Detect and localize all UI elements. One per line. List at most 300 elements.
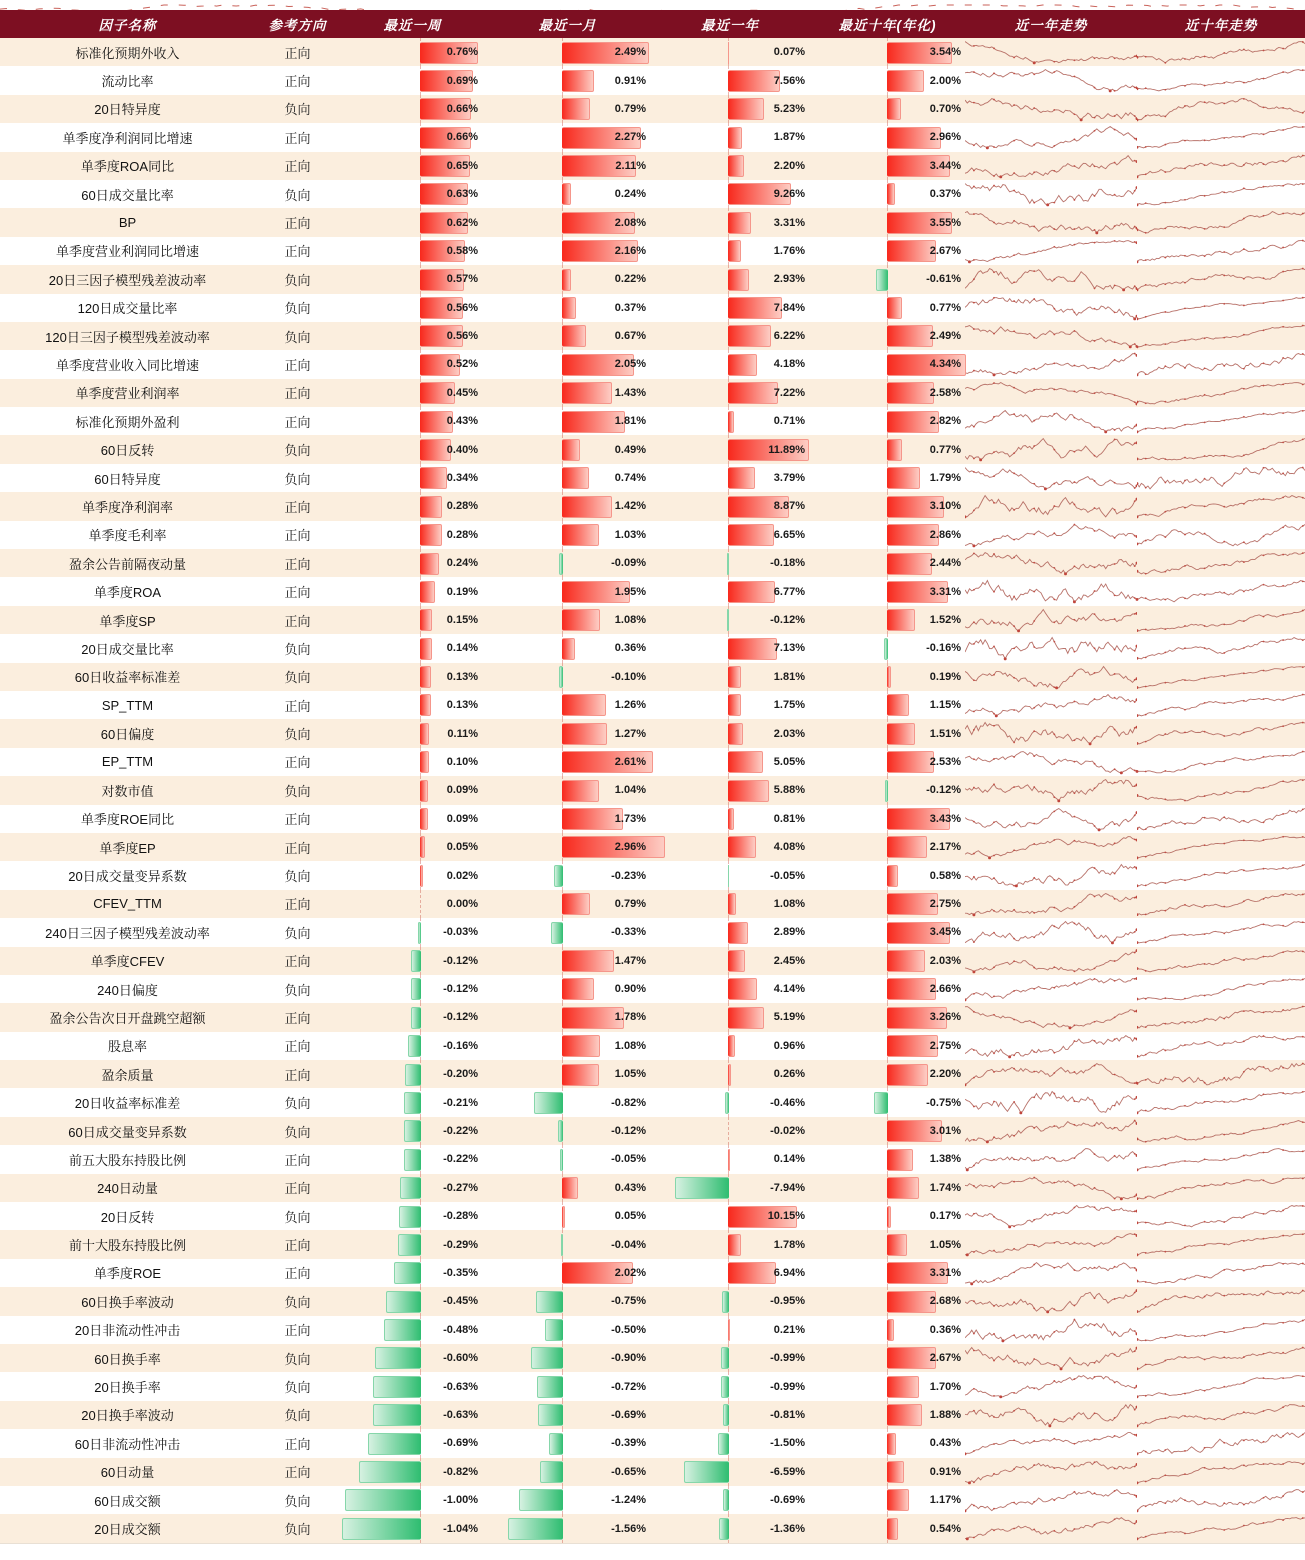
return-bar — [728, 723, 743, 745]
table-row — [0, 577, 1305, 605]
factor-name: 60日成交量比率 — [81, 187, 174, 203]
return-bar — [876, 269, 888, 291]
factor-direction: 正向 — [284, 1152, 311, 1168]
return-bar — [562, 1064, 599, 1086]
factor-name: 单季度营业收入同比增速 — [55, 357, 199, 373]
return-bar — [728, 836, 756, 858]
last-month-return-cell — [485, 1032, 650, 1060]
one-year-trend-sparkline — [965, 1458, 1137, 1486]
factor-direction: 负向 — [284, 187, 311, 203]
last-week-return-cell — [340, 322, 485, 350]
last-month-return-cell — [485, 833, 650, 861]
return-bar — [718, 1433, 729, 1455]
last-month-return-value: 0.49% — [614, 443, 646, 456]
last-month-return-cell — [485, 208, 650, 236]
return-bar — [400, 1177, 421, 1199]
table-row — [0, 634, 1305, 662]
ten-year-trend-sparkline — [1137, 748, 1305, 776]
one-year-trend-sparkline — [965, 208, 1137, 236]
last-week-return-cell — [340, 1060, 485, 1088]
last-year-return-cell — [650, 1174, 810, 1202]
ten-year-trend-sparkline — [1137, 947, 1305, 975]
last-year-return-cell — [650, 38, 810, 66]
return-bar — [887, 1347, 936, 1369]
last-week-return-value: 0.66% — [446, 102, 478, 115]
last-week-return-cell — [340, 719, 485, 747]
last-decade-return-cell — [810, 634, 965, 662]
return-bar — [728, 950, 745, 972]
ten-year-trend-sparkline — [1137, 464, 1305, 492]
return-bar — [562, 978, 594, 1000]
last-year-return-value: -0.99% — [770, 1352, 805, 1365]
factor-direction: 负向 — [284, 102, 311, 118]
last-week-return-cell — [340, 464, 485, 492]
last-month-return-cell — [485, 521, 650, 549]
last-week-return-cell — [340, 748, 485, 776]
last-month-return-cell — [485, 1003, 650, 1031]
factor-direction: 负向 — [284, 783, 311, 799]
last-decade-return-cell — [810, 1032, 965, 1060]
ten-year-trend-sparkline — [1137, 833, 1305, 861]
factor-name: 20日收益率标准差 — [74, 1096, 181, 1112]
last-decade-return-cell — [810, 1344, 965, 1372]
last-decade-return-value: 2.82% — [929, 415, 961, 428]
factor-name: 20日三因子模型残差波动率 — [48, 272, 207, 288]
ten-year-trend-sparkline — [1137, 1117, 1305, 1145]
table-row — [0, 435, 1305, 463]
last-decade-return-value: 1.74% — [929, 1181, 961, 1194]
return-bar — [887, 467, 920, 489]
return-bar — [562, 893, 590, 915]
last-year-return-value: 7.22% — [773, 386, 805, 399]
last-decade-return-cell — [810, 1316, 965, 1344]
last-month-return-cell — [485, 691, 650, 719]
factor-direction: 负向 — [284, 471, 311, 487]
last-week-return-value: 0.58% — [446, 244, 478, 257]
last-year-return-cell — [650, 918, 810, 946]
table-row — [0, 975, 1305, 1003]
last-week-return-cell — [340, 1202, 485, 1230]
ten-year-trend-sparkline — [1137, 1486, 1305, 1514]
table-row — [0, 407, 1305, 435]
return-bar — [884, 638, 888, 660]
ten-year-trend-sparkline — [1137, 1259, 1305, 1287]
return-bar — [728, 638, 777, 660]
factor-name: 60日换手率 — [94, 1351, 161, 1367]
table-row — [0, 1287, 1305, 1315]
last-month-return-cell — [485, 237, 650, 265]
last-month-return-value: -0.04% — [611, 1238, 646, 1251]
factor-direction: 负向 — [284, 1294, 311, 1310]
last-year-return-value: 10.15% — [767, 1210, 805, 1223]
last-decade-return-cell — [810, 606, 965, 634]
last-week-return-cell — [340, 776, 485, 804]
last-week-return-cell — [340, 975, 485, 1003]
last-year-return-cell — [650, 265, 810, 293]
last-year-return-value: 2.03% — [773, 727, 805, 740]
last-decade-return-cell — [810, 805, 965, 833]
last-year-return-cell — [650, 322, 810, 350]
last-week-return-value: 0.56% — [446, 301, 478, 314]
return-bar — [420, 524, 442, 546]
one-year-trend-sparkline — [965, 521, 1137, 549]
factor-direction: 正向 — [284, 1465, 311, 1481]
return-bar — [560, 1149, 563, 1171]
return-bar — [887, 240, 936, 262]
last-month-return-cell — [485, 1202, 650, 1230]
last-decade-return-cell — [810, 1486, 965, 1514]
last-month-return-value: 1.73% — [614, 812, 646, 825]
last-decade-return-value: -0.61% — [926, 273, 961, 286]
last-week-return-cell — [340, 1287, 485, 1315]
last-week-return-cell — [340, 861, 485, 889]
last-month-return-value: 1.27% — [614, 727, 646, 740]
factor-direction: 正向 — [284, 159, 311, 175]
one-year-trend-sparkline — [965, 180, 1137, 208]
header-col-year-trend: 近一年走势 — [1014, 18, 1088, 33]
last-decade-return-value: 2.96% — [929, 131, 961, 144]
one-year-trend-sparkline — [965, 379, 1137, 407]
return-bar — [420, 808, 428, 830]
last-decade-return-cell — [810, 918, 965, 946]
ten-year-trend-sparkline — [1137, 691, 1305, 719]
return-bar — [728, 666, 741, 688]
one-year-trend-sparkline — [965, 918, 1137, 946]
last-year-return-cell — [650, 208, 810, 236]
table-row — [0, 1486, 1305, 1514]
last-month-return-value: 0.67% — [614, 330, 646, 343]
last-year-return-value: 5.05% — [773, 755, 805, 768]
return-bar — [562, 524, 599, 546]
return-bar — [562, 1177, 578, 1199]
last-year-return-cell — [650, 180, 810, 208]
return-bar — [723, 1489, 729, 1511]
factor-name: 单季度毛利率 — [88, 528, 167, 544]
return-bar — [531, 1347, 563, 1369]
factor-name: 盈余公告次日开盘跳空超额 — [49, 1010, 206, 1026]
return-bar — [728, 1319, 730, 1341]
last-year-return-value: 0.26% — [773, 1068, 805, 1081]
return-bar — [538, 1404, 563, 1426]
return-bar — [399, 1206, 421, 1228]
return-bar — [887, 1376, 919, 1398]
last-month-return-cell — [485, 38, 650, 66]
factor-name: 120日成交量比率 — [77, 301, 178, 317]
factor-name: 20日成交量比率 — [81, 641, 174, 657]
return-bar — [887, 1234, 907, 1256]
factor-direction: 正向 — [284, 954, 311, 970]
factor-direction: 正向 — [284, 897, 311, 913]
return-bar — [558, 1120, 563, 1142]
return-bar — [728, 1007, 764, 1029]
ten-year-trend-sparkline — [1137, 237, 1305, 265]
last-year-return-value: -0.02% — [770, 1125, 805, 1138]
factor-name: 60日收益率标准差 — [74, 670, 181, 686]
factor-direction: 负向 — [284, 1096, 311, 1112]
return-bar — [561, 1234, 563, 1256]
table-row — [0, 66, 1305, 94]
last-month-return-cell — [485, 152, 650, 180]
last-week-return-value: 0.02% — [446, 869, 478, 882]
factor-direction: 负向 — [284, 443, 311, 459]
last-week-return-value: -0.22% — [443, 1125, 478, 1138]
ten-year-trend-sparkline — [1137, 918, 1305, 946]
one-year-trend-sparkline — [965, 1117, 1137, 1145]
table-row — [0, 492, 1305, 520]
last-month-return-value: 0.91% — [614, 74, 646, 87]
last-decade-return-value: 3.44% — [929, 159, 961, 172]
last-week-return-cell — [340, 1003, 485, 1031]
last-decade-return-cell — [810, 549, 965, 577]
last-week-return-value: -0.35% — [443, 1266, 478, 1279]
factor-direction: 负向 — [284, 670, 311, 686]
last-year-return-cell — [650, 1486, 810, 1514]
last-decade-return-value: 0.43% — [929, 1437, 961, 1450]
last-month-return-cell — [485, 180, 650, 208]
last-month-return-cell — [485, 435, 650, 463]
last-month-return-value: -0.10% — [611, 670, 646, 683]
last-decade-return-value: 0.54% — [929, 1522, 961, 1535]
one-year-trend-sparkline — [965, 1060, 1137, 1088]
factor-direction: 正向 — [284, 74, 311, 90]
last-year-return-cell — [650, 1287, 810, 1315]
last-month-return-cell — [485, 577, 650, 605]
return-bar — [887, 978, 936, 1000]
one-year-trend-sparkline — [965, 805, 1137, 833]
last-decade-return-cell — [810, 947, 965, 975]
factor-direction: 正向 — [284, 812, 311, 828]
last-year-return-cell — [650, 1401, 810, 1429]
factor-name: 单季度CFEV — [90, 954, 165, 970]
factor-direction: 正向 — [284, 1181, 311, 1197]
last-month-return-value: 0.79% — [614, 102, 646, 115]
last-month-return-cell — [485, 1287, 650, 1315]
factor-name: 单季度净利润同比增速 — [62, 130, 193, 146]
last-month-return-value: 0.74% — [614, 472, 646, 485]
last-year-return-value: 6.94% — [773, 1266, 805, 1279]
table-row — [0, 322, 1305, 350]
return-bar — [728, 978, 757, 1000]
last-month-return-cell — [485, 748, 650, 776]
last-month-return-value: -0.69% — [611, 1408, 646, 1421]
last-decade-return-value: 0.58% — [929, 869, 961, 882]
last-year-return-value: 4.14% — [773, 983, 805, 996]
last-week-return-cell — [340, 1514, 485, 1542]
last-month-return-cell — [485, 890, 650, 918]
last-month-return-cell — [485, 947, 650, 975]
last-year-return-cell — [650, 890, 810, 918]
last-week-return-cell — [340, 1088, 485, 1116]
factor-name: 20日反转 — [100, 1209, 155, 1225]
last-year-return-value: 1.75% — [773, 699, 805, 712]
last-week-return-cell — [340, 66, 485, 94]
factor-direction: 正向 — [284, 1039, 311, 1055]
last-month-return-cell — [485, 1145, 650, 1173]
last-month-return-cell — [485, 322, 650, 350]
return-bar — [420, 467, 447, 489]
last-month-return-cell — [485, 95, 650, 123]
return-bar — [342, 1518, 421, 1540]
last-month-return-value: 1.47% — [614, 954, 646, 967]
return-bar — [404, 1149, 422, 1171]
last-month-return-cell — [485, 776, 650, 804]
last-week-return-value: -0.82% — [443, 1465, 478, 1478]
table-row — [0, 152, 1305, 180]
factor-name: 流动比率 — [101, 74, 154, 90]
return-bar — [887, 382, 934, 404]
header-col-last-year: 最近一年 — [701, 18, 759, 33]
factor-name: 60日非流动性冲击 — [74, 1436, 181, 1452]
last-month-return-cell — [485, 1514, 650, 1542]
last-decade-return-value: 0.37% — [929, 188, 961, 201]
return-bar — [536, 1291, 563, 1313]
last-decade-return-value: 3.54% — [929, 46, 961, 59]
return-bar — [728, 1262, 776, 1284]
last-month-return-value: 0.90% — [614, 983, 646, 996]
last-month-return-cell — [485, 492, 650, 520]
table-row — [0, 1032, 1305, 1060]
last-week-return-value: -0.03% — [443, 926, 478, 939]
last-week-return-value: 0.10% — [446, 755, 478, 768]
one-year-trend-sparkline — [965, 1514, 1137, 1542]
return-bar — [373, 1376, 421, 1398]
last-decade-return-value: 1.17% — [929, 1494, 961, 1507]
last-year-return-cell — [650, 152, 810, 180]
ten-year-trend-sparkline — [1137, 663, 1305, 691]
last-decade-return-cell — [810, 1088, 965, 1116]
last-year-return-cell — [650, 1514, 810, 1542]
last-month-return-cell — [485, 861, 650, 889]
return-bar — [887, 297, 902, 319]
last-year-return-value: 4.18% — [773, 358, 805, 371]
last-month-return-value: -0.39% — [611, 1437, 646, 1450]
last-week-return-value: 0.19% — [446, 585, 478, 598]
last-decade-return-value: 0.70% — [929, 102, 961, 115]
last-decade-return-cell — [810, 435, 965, 463]
return-bar — [420, 694, 431, 716]
return-bar — [562, 694, 606, 716]
factor-name: 60日成交额 — [94, 1493, 161, 1509]
last-month-return-value: -1.56% — [611, 1522, 646, 1535]
last-decade-return-value: 0.91% — [929, 1465, 961, 1478]
last-month-return-value: 1.08% — [614, 1039, 646, 1052]
factor-direction: 正向 — [284, 45, 311, 61]
last-month-return-value: -0.23% — [611, 869, 646, 882]
last-year-return-value: -0.05% — [770, 869, 805, 882]
factor-name: 60日换手率波动 — [81, 1294, 174, 1310]
ten-year-trend-sparkline — [1137, 66, 1305, 94]
ten-year-trend-sparkline — [1137, 265, 1305, 293]
last-decade-return-cell — [810, 833, 965, 861]
factor-direction: 正向 — [284, 613, 311, 629]
last-week-return-value: -0.29% — [443, 1238, 478, 1251]
one-year-trend-sparkline — [965, 66, 1137, 94]
last-week-return-value: -0.27% — [443, 1181, 478, 1194]
factor-name: 240日动量 — [97, 1181, 158, 1197]
last-year-return-cell — [650, 1117, 810, 1145]
last-decade-return-value: -0.75% — [926, 1096, 961, 1109]
last-month-return-value: 2.05% — [614, 358, 646, 371]
factor-name: 240日偏度 — [97, 982, 158, 998]
last-year-return-cell — [650, 1088, 810, 1116]
last-week-return-value: 0.63% — [446, 188, 478, 201]
return-bar — [540, 1461, 563, 1483]
return-bar — [887, 439, 902, 461]
return-bar — [887, 1489, 909, 1511]
return-bar — [728, 127, 742, 149]
ten-year-trend-sparkline — [1137, 719, 1305, 747]
factor-name: CFEV_TTM — [93, 896, 162, 912]
last-decade-return-value: 0.77% — [929, 301, 961, 314]
return-bar — [887, 553, 932, 575]
one-year-trend-sparkline — [965, 1003, 1137, 1031]
ten-year-trend-sparkline — [1137, 379, 1305, 407]
last-year-return-cell — [650, 1230, 810, 1258]
last-week-return-cell — [340, 805, 485, 833]
last-decade-return-value: 2.03% — [929, 954, 961, 967]
last-decade-return-value: 2.20% — [929, 1068, 961, 1081]
last-decade-return-value: 2.67% — [929, 1352, 961, 1365]
last-year-return-value: 0.21% — [773, 1323, 805, 1336]
last-year-return-value: 0.14% — [773, 1153, 805, 1166]
factor-direction: 正向 — [284, 1238, 311, 1254]
table-row — [0, 1316, 1305, 1344]
return-bar — [551, 922, 563, 944]
ten-year-trend-sparkline — [1137, 1316, 1305, 1344]
last-week-return-value: 0.65% — [446, 159, 478, 172]
last-decade-return-value: 2.49% — [929, 330, 961, 343]
factor-direction: 负向 — [284, 329, 311, 345]
one-year-trend-sparkline — [965, 833, 1137, 861]
return-bar — [373, 1404, 421, 1426]
last-month-return-cell — [485, 1117, 650, 1145]
return-bar — [728, 1064, 731, 1086]
factor-direction: 正向 — [284, 357, 311, 373]
last-decade-return-value: 0.36% — [929, 1323, 961, 1336]
one-year-trend-sparkline — [965, 634, 1137, 662]
return-bar — [684, 1461, 729, 1483]
last-decade-return-value: 3.01% — [929, 1125, 961, 1138]
last-week-return-value: 0.40% — [446, 443, 478, 456]
return-bar — [562, 950, 614, 972]
last-week-return-value: 0.13% — [446, 670, 478, 683]
last-year-return-value: -0.46% — [770, 1096, 805, 1109]
last-month-return-cell — [485, 1344, 650, 1372]
table-row — [0, 1003, 1305, 1031]
ten-year-trend-sparkline — [1137, 1514, 1305, 1542]
last-decade-return-value: 2.17% — [929, 841, 961, 854]
last-decade-return-value: 2.68% — [929, 1295, 961, 1308]
return-bar — [384, 1319, 421, 1341]
last-decade-return-cell — [810, 1372, 965, 1400]
last-week-return-value: 0.09% — [446, 812, 478, 825]
last-month-return-cell — [485, 1486, 650, 1514]
one-year-trend-sparkline — [965, 265, 1137, 293]
last-week-return-value: -0.60% — [443, 1352, 478, 1365]
factor-name: 股息率 — [107, 1039, 147, 1055]
last-year-return-value: 5.19% — [773, 1011, 805, 1024]
factor-direction: 正向 — [284, 698, 311, 714]
return-bar — [368, 1433, 421, 1455]
one-year-trend-sparkline — [965, 1316, 1137, 1344]
last-week-return-value: -0.63% — [443, 1408, 478, 1421]
last-year-return-cell — [650, 776, 810, 804]
last-month-return-value: -1.24% — [611, 1494, 646, 1507]
return-bar — [728, 581, 775, 603]
return-bar — [723, 1404, 729, 1426]
last-week-return-value: 0.00% — [446, 897, 478, 910]
last-year-return-cell — [650, 521, 810, 549]
